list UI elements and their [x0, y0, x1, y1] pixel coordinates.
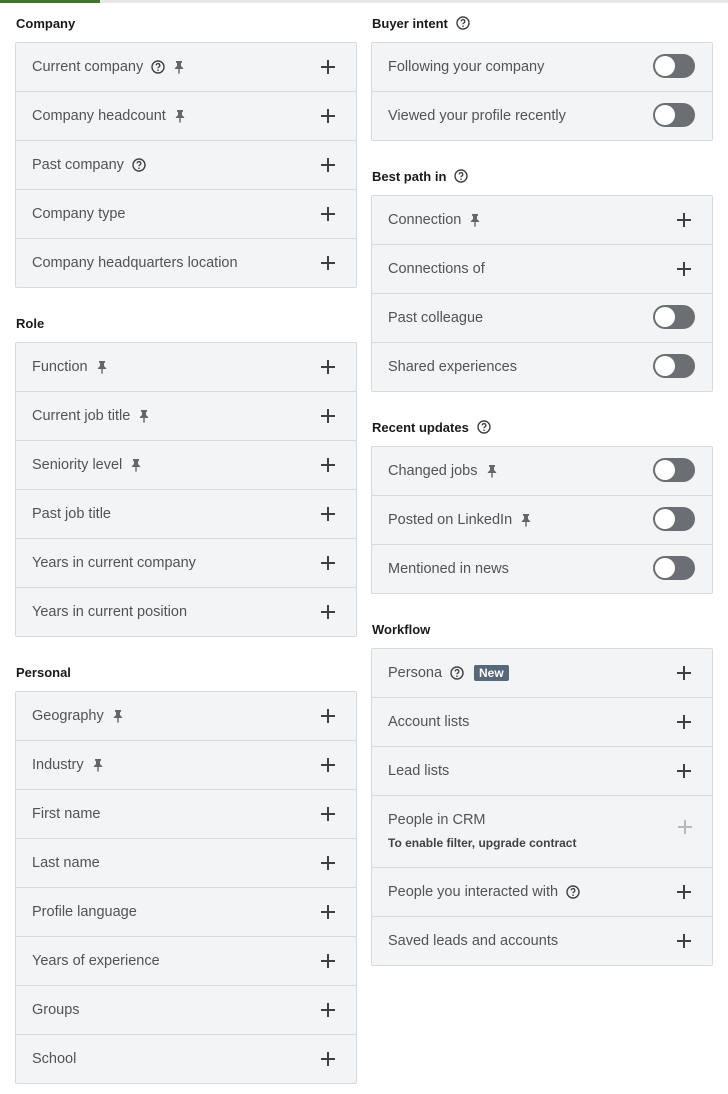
toggle-switch[interactable] [653, 54, 695, 78]
help-circle-icon[interactable] [454, 169, 468, 183]
filter-label: School [32, 1051, 77, 1067]
filter-label: Years in current company [32, 555, 196, 571]
workflow-filter-card [371, 648, 713, 966]
filter-label: People in CRM [388, 812, 486, 828]
plus-icon[interactable] [676, 884, 692, 900]
help-circle-icon[interactable] [450, 666, 464, 680]
filter-label: Connections of [388, 261, 485, 277]
filter-label: Persona [388, 665, 443, 681]
plus-icon[interactable] [320, 855, 336, 871]
plus-icon[interactable] [320, 953, 336, 969]
pin-icon [130, 458, 142, 472]
toggle-knob [655, 307, 675, 327]
toggle-knob [655, 509, 675, 529]
toggle-knob [655, 356, 675, 376]
filter-label: Function [32, 359, 88, 375]
plus-icon[interactable] [676, 933, 692, 949]
filter-connections-of[interactable] [372, 244, 712, 293]
plus-icon[interactable] [676, 212, 692, 228]
filter-label: Current job title [32, 408, 131, 424]
plus-icon[interactable] [320, 1002, 336, 1018]
pin-icon [96, 360, 108, 374]
toggle-knob [655, 460, 675, 480]
plus-icon[interactable] [676, 714, 692, 730]
plus-icon[interactable] [676, 261, 692, 277]
filter-label: Connection [388, 212, 462, 228]
filter-persona[interactable] [372, 649, 712, 697]
plus-icon[interactable] [320, 408, 336, 424]
pin-icon [92, 758, 104, 772]
filter-label: Posted on LinkedIn [388, 512, 513, 528]
buyer-intent-filter-card [371, 42, 713, 141]
filter-last-name[interactable] [16, 838, 356, 887]
filter-years-in-current-position[interactable] [16, 587, 356, 636]
help-circle-icon[interactable] [456, 16, 470, 30]
toggle-knob [655, 56, 675, 76]
pin-icon [520, 513, 532, 527]
plus-icon[interactable] [320, 757, 336, 773]
filter-label: Viewed your profile recently [388, 108, 566, 124]
toggle-switch[interactable] [653, 507, 695, 531]
upgrade-note: To enable filter, upgrade contract [388, 836, 577, 850]
filter-groups[interactable] [16, 985, 356, 1034]
toggle-knob [655, 558, 675, 578]
filter-posted-on-linkedin [372, 495, 712, 544]
filter-changed-jobs [372, 447, 712, 495]
plus-icon[interactable] [320, 604, 336, 620]
filter-label: Company headcount [32, 108, 166, 124]
filter-school[interactable] [16, 1034, 356, 1083]
filter-label: Current company [32, 59, 144, 75]
filter-past-job-title[interactable] [16, 489, 356, 538]
toggle-knob [655, 105, 675, 125]
pin-icon [469, 213, 481, 227]
new-badge: New [474, 665, 509, 681]
filter-label: Groups [32, 1002, 80, 1018]
filter-people-you-interacted-with[interactable] [372, 867, 712, 916]
toggle-switch[interactable] [653, 458, 695, 482]
filter-label: Seniority level [32, 457, 123, 473]
plus-icon[interactable] [676, 763, 692, 779]
filter-past-colleague [372, 293, 712, 342]
filter-connection[interactable] [372, 196, 712, 244]
filter-lead-lists[interactable] [372, 746, 712, 795]
filter-label: Saved leads and accounts [388, 933, 559, 949]
personal-filter-card [15, 691, 357, 1084]
filter-label: Past colleague [388, 310, 484, 326]
filter-current-company[interactable] [16, 43, 356, 91]
filter-shared-experiences [372, 342, 712, 391]
filter-label: Changed jobs [388, 463, 478, 479]
plus-icon[interactable] [320, 108, 336, 124]
help-circle-icon[interactable] [132, 158, 146, 172]
pin-icon [112, 709, 124, 723]
filter-label: Lead lists [388, 763, 450, 779]
filter-geography[interactable] [16, 692, 356, 740]
filter-label: First name [32, 806, 101, 822]
company-filter-card [15, 42, 357, 288]
filter-company-headquarters-location[interactable] [16, 238, 356, 287]
filter-viewed-your-profile-recently [372, 91, 712, 140]
filter-label: Profile language [32, 904, 137, 920]
plus-icon[interactable] [320, 806, 336, 822]
section-title-best-path-in: Best path in [372, 167, 468, 185]
top-progress-line [0, 0, 728, 3]
filter-label: People you interacted with [388, 884, 559, 900]
best-path-filter-card [371, 195, 713, 392]
filter-label: Following your company [388, 59, 545, 75]
toggle-switch[interactable] [653, 556, 695, 580]
filter-industry[interactable] [16, 740, 356, 789]
filter-label: Past company [32, 157, 124, 173]
plus-icon[interactable] [320, 904, 336, 920]
filter-label: Industry [32, 757, 84, 773]
pin-icon [174, 109, 186, 123]
filter-mentioned-in-news [372, 544, 712, 593]
help-circle-icon[interactable] [477, 420, 491, 434]
top-progress-accent [0, 0, 100, 3]
filter-people-in-crm [372, 795, 712, 867]
filter-years-in-current-company[interactable] [16, 538, 356, 587]
pin-icon [138, 409, 150, 423]
plus-icon[interactable] [320, 708, 336, 724]
filter-years-of-experience[interactable] [16, 936, 356, 985]
plus-icon[interactable] [320, 59, 336, 75]
filter-label: Shared experiences [388, 359, 517, 375]
section-title-personal: Personal [16, 664, 71, 680]
role-filter-card [15, 342, 357, 637]
section-title-company: Company [16, 15, 76, 31]
section-title-buyer-intent: Buyer intent [372, 14, 470, 32]
plus-icon[interactable] [320, 506, 336, 522]
filter-label: Company type [32, 206, 126, 222]
filter-saved-leads-and-accounts[interactable] [372, 916, 712, 965]
plus-icon[interactable] [320, 457, 336, 473]
pin-icon [173, 60, 185, 74]
pin-icon [486, 464, 498, 478]
filter-function[interactable] [16, 343, 356, 391]
section-title-role: Role [16, 315, 45, 331]
recent-updates-filter-card [371, 446, 713, 594]
filter-company-type[interactable] [16, 189, 356, 238]
filter-profile-language[interactable] [16, 887, 356, 936]
filter-past-company[interactable] [16, 140, 356, 189]
plus-icon[interactable] [320, 359, 336, 375]
filter-label: Years in current position [32, 604, 188, 620]
filter-label: Mentioned in news [388, 561, 509, 577]
toggle-switch[interactable] [653, 354, 695, 378]
filter-seniority-level[interactable] [16, 440, 356, 489]
plus-icon[interactable] [320, 1051, 336, 1067]
help-circle-icon[interactable] [151, 60, 165, 74]
filter-first-name[interactable] [16, 789, 356, 838]
toggle-switch[interactable] [653, 305, 695, 329]
section-title-workflow: Workflow [372, 621, 431, 637]
plus-icon[interactable] [320, 555, 336, 571]
filter-label: Account lists [388, 714, 470, 730]
filter-label: Company headquarters location [32, 255, 238, 271]
help-circle-icon[interactable] [566, 885, 580, 899]
filter-account-lists[interactable] [372, 697, 712, 746]
plus-icon[interactable] [676, 665, 692, 681]
plus-icon[interactable] [320, 206, 336, 222]
plus-icon [678, 820, 692, 834]
filter-label: Past job title [32, 506, 111, 522]
toggle-switch[interactable] [653, 103, 695, 127]
filter-company-headcount[interactable] [16, 91, 356, 140]
plus-icon[interactable] [320, 157, 336, 173]
filter-label: Years of experience [32, 953, 160, 969]
section-title-recent-updates: Recent updates [372, 418, 491, 436]
plus-icon[interactable] [320, 255, 336, 271]
filter-label: Geography [32, 708, 104, 724]
filter-following-your-company [372, 43, 712, 91]
filter-label: Last name [32, 855, 100, 871]
filter-current-job-title[interactable] [16, 391, 356, 440]
